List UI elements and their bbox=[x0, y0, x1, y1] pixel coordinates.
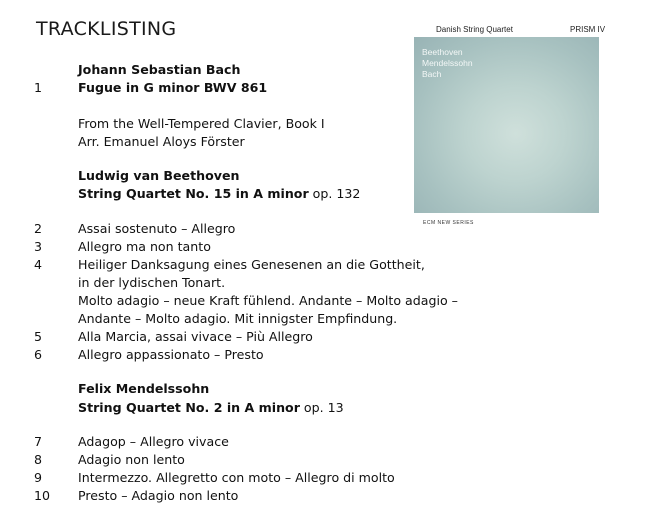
track-text: op. 13 bbox=[299, 400, 344, 415]
album-series: PRISM IV bbox=[570, 25, 606, 34]
track-line bbox=[78, 238, 211, 256]
track-line bbox=[78, 487, 238, 505]
track-line bbox=[78, 274, 225, 292]
track-line bbox=[78, 167, 239, 185]
track-text-bold: Fugue in G minor BWV 861 bbox=[78, 80, 268, 95]
track-line bbox=[78, 399, 344, 417]
track-number: 4 bbox=[34, 257, 43, 272]
cover-line-bach: Bach bbox=[422, 69, 442, 79]
track-number: 6 bbox=[34, 347, 43, 362]
track-line bbox=[78, 451, 185, 469]
album-artist: Danish String Quartet bbox=[436, 25, 513, 34]
track-line bbox=[78, 380, 209, 398]
track-number: 5 bbox=[34, 329, 43, 344]
track-number: 8 bbox=[34, 452, 43, 467]
record-label-mark: ECM NEW SERIES bbox=[423, 220, 474, 226]
track-text: Presto – Adagio non lento bbox=[78, 488, 239, 503]
track-text: op. 132 bbox=[308, 186, 361, 201]
track-text-bold: Johann Sebastian Bach bbox=[78, 62, 241, 77]
cover-line-mendelssohn: Mendelssohn bbox=[422, 58, 473, 68]
track-text: Intermezzo. Allegretto con moto – Allegro di molto bbox=[78, 470, 395, 485]
track-line bbox=[78, 79, 267, 97]
track-line bbox=[78, 310, 397, 328]
track-line bbox=[78, 433, 229, 451]
track-line bbox=[78, 185, 360, 203]
track-line bbox=[78, 346, 264, 364]
track-line bbox=[78, 292, 458, 310]
track-number: 9 bbox=[34, 470, 43, 485]
track-text: From the Well-Tempered Clavier, Book I bbox=[78, 116, 325, 131]
cover-line-beethoven: Beethoven bbox=[422, 47, 463, 57]
track-text-bold: Felix Mendelssohn bbox=[78, 381, 210, 396]
track-number: 3 bbox=[34, 239, 43, 254]
track-number: 1 bbox=[34, 80, 43, 95]
track-line bbox=[78, 115, 325, 133]
track-text-bold: String Quartet No. 15 in A minor bbox=[78, 186, 309, 201]
track-text: Adagio non lento bbox=[78, 452, 185, 467]
track-text-bold: Ludwig van Beethoven bbox=[78, 168, 240, 183]
track-text: Assai sostenuto – Allegro bbox=[78, 221, 236, 236]
track-text: in der lydischen Tonart. bbox=[78, 275, 226, 290]
track-text: Arr. Emanuel Aloys Förster bbox=[78, 134, 245, 149]
track-line bbox=[78, 469, 395, 487]
track-text: Andante – Molto adagio. Mit innigster Empfindung. bbox=[78, 311, 398, 326]
album-cover bbox=[414, 37, 599, 213]
track-text: Alla Marcia, assai vivace – Più Allegro bbox=[78, 329, 313, 344]
track-number: 2 bbox=[34, 221, 43, 236]
track-line bbox=[78, 220, 235, 238]
track-text: Adagop – Allegro vivace bbox=[78, 434, 229, 449]
track-text: Allegro appassionato – Presto bbox=[78, 347, 264, 362]
track-number: 10 bbox=[34, 488, 51, 503]
page-title: TRACKLISTING bbox=[36, 18, 177, 40]
track-text-bold: String Quartet No. 2 in A minor bbox=[78, 400, 300, 415]
track-text: Allegro ma non tanto bbox=[78, 239, 211, 254]
track-line bbox=[78, 328, 313, 346]
track-line bbox=[78, 133, 245, 151]
track-text: Molto adagio – neue Kraft fühlend. Andante – Molto adagio – bbox=[78, 293, 458, 308]
track-text: Heiliger Danksagung eines Genesenen an die Gottheit, bbox=[78, 257, 425, 272]
track-line bbox=[78, 61, 240, 79]
track-line bbox=[78, 256, 425, 274]
track-number: 7 bbox=[34, 434, 43, 449]
